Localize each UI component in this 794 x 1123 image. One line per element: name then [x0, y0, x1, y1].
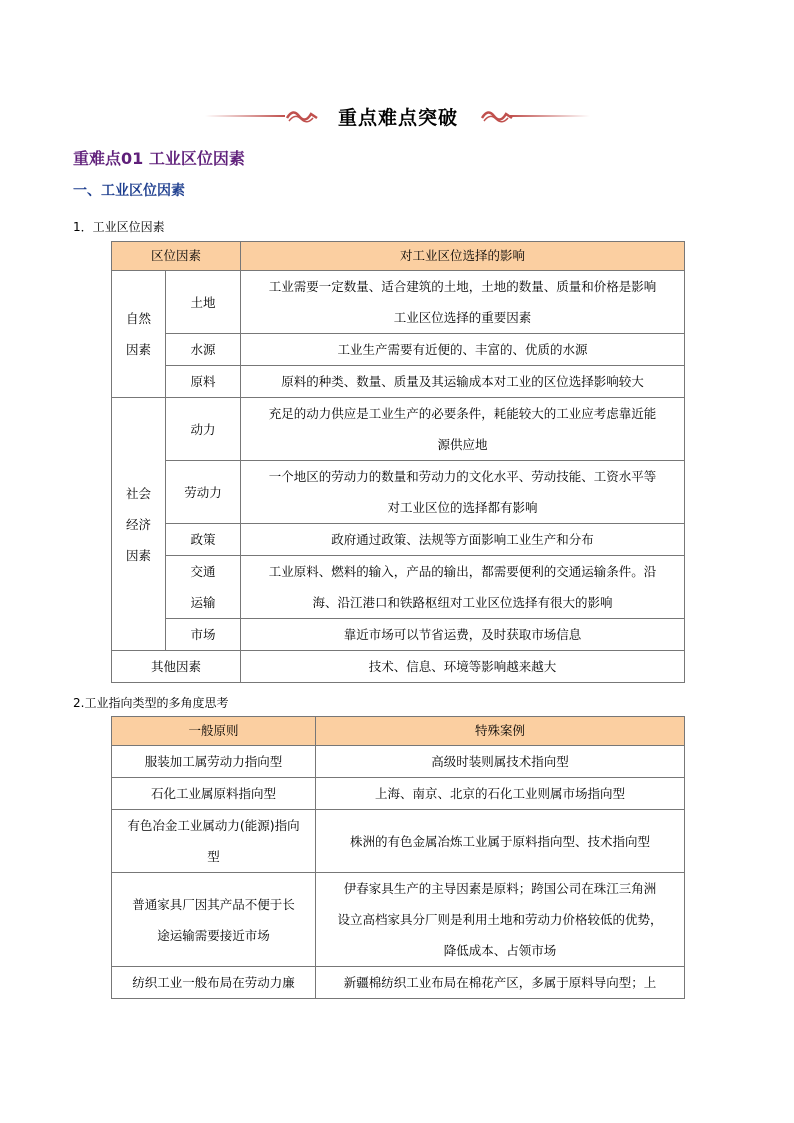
- wave-ornament-right-icon: [480, 106, 514, 126]
- factor-description: 技术、信息、环境等影响越来越大: [241, 651, 685, 683]
- heading-2: 一、工业区位因素: [73, 183, 185, 199]
- special-case: 上海、南京、北京的石化工业则属市场指向型: [316, 778, 685, 810]
- general-principle: [112, 810, 316, 873]
- general-principle: 石化工业属原料指向型: [112, 778, 316, 810]
- description-line: 一个地区的劳动力的数量和劳动力的文化水平、劳动技能、工资水平等: [268, 469, 657, 484]
- factor-name: 动力: [166, 398, 241, 461]
- table-row: [112, 398, 685, 461]
- header-factor: 区位因素: [112, 242, 241, 271]
- table-row: [112, 334, 685, 366]
- principle-line: 有色冶金工业属动力(能源)指向: [127, 818, 300, 833]
- heading-1: 重难点01 工业区位因素: [73, 149, 245, 168]
- case-line: 降低成本、占领市场: [443, 943, 557, 958]
- factor-name: 其他因素: [112, 651, 241, 683]
- table-row: [112, 778, 685, 810]
- factor-description: [241, 398, 685, 461]
- general-principle: 服装加工属劳动力指向型: [112, 746, 316, 778]
- group-natural: [112, 271, 166, 398]
- factor-description: 原料的种类、数量、质量及其运输成本对工业的区位选择影响较大: [241, 366, 685, 398]
- factor-name: 原料: [166, 366, 241, 398]
- banner-line-left: [205, 115, 285, 117]
- description-line: 对工业区位的选择都有影响: [387, 500, 538, 515]
- table-row: [112, 366, 685, 398]
- group-label-line: 自然: [125, 311, 151, 326]
- description-line: 工业区位选择的重要因素: [393, 310, 532, 325]
- description-line: 工业需要一定数量、适合建筑的土地，土地的数量、质量和价格是影响: [268, 279, 657, 294]
- factor-name: [166, 556, 241, 619]
- general-principle: [112, 873, 316, 967]
- special-case: 高级时装则属技术指向型: [316, 746, 685, 778]
- factor-description: 政府通过政策、法规等方面影响工业生产和分布: [241, 524, 685, 556]
- special-case: [316, 873, 685, 967]
- section-2-title: 2.工业指向类型的多角度思考: [73, 696, 229, 710]
- header-special: 特殊案例: [316, 717, 685, 746]
- factor-name: 劳动力: [166, 461, 241, 524]
- factor-description: [241, 556, 685, 619]
- general-principle: 纺织工业一般布局在劳动力廉: [112, 967, 316, 999]
- case-line: 设立高档家具分厂则是利用土地和劳动力价格较低的优势，: [337, 912, 663, 927]
- section-banner: [205, 100, 590, 132]
- table-row: [112, 746, 685, 778]
- table-row: [112, 271, 685, 334]
- principle-line: 普通家具厂因其产品不便于长: [132, 896, 295, 912]
- description-line: 工业原料、燃料的输入，产品的输出，都需要便利的交通运输条件。沿: [268, 564, 657, 579]
- factor-name: 水源: [166, 334, 241, 366]
- special-case: 新疆棉纺织工业布局在棉花产区，多属于原料导向型；上: [316, 967, 685, 999]
- factor-description: [241, 271, 685, 334]
- group-social: [112, 398, 166, 651]
- header-general: 一般原则: [112, 717, 316, 746]
- group-label-line: 因素: [125, 342, 151, 357]
- group-label-line: 因素: [125, 547, 151, 563]
- industry-orientation-table: [111, 716, 685, 999]
- table-header-row: [112, 717, 685, 746]
- group-label-line: 经济: [125, 516, 151, 532]
- description-line: 海、沿江港口和铁路枢纽对工业区位选择有很大的影响: [312, 595, 613, 610]
- industrial-location-factors-table: [111, 241, 685, 683]
- table-row: [112, 810, 685, 873]
- table-row: [112, 651, 685, 683]
- factor-name: 市场: [166, 619, 241, 651]
- factor-name: 政策: [166, 524, 241, 556]
- factor-name: 土地: [166, 271, 241, 334]
- table-row: [112, 619, 685, 651]
- principle-line: 型: [207, 849, 220, 864]
- table-row: [112, 556, 685, 619]
- table-row: [112, 967, 685, 999]
- table-row: [112, 461, 685, 524]
- factor-description: 工业生产需要有近便的、丰富的、优质的水源: [241, 334, 685, 366]
- description-line: 源供应地: [437, 437, 488, 452]
- case-line: 伊春家具生产的主导因素是原料；跨国公司在珠江三角洲: [343, 881, 657, 896]
- factor-name-line: 交通: [190, 564, 216, 579]
- table-row: [112, 873, 685, 967]
- factor-name-line: 运输: [190, 595, 216, 610]
- factor-description: 靠近市场可以节省运费，及时获取市场信息: [241, 619, 685, 651]
- header-impact: 对工业区位选择的影响: [241, 242, 685, 271]
- special-case: 株洲的有色金属冶炼工业属于原料指向型、技术指向型: [316, 810, 685, 873]
- factor-description: [241, 461, 685, 524]
- wave-ornament-left-icon: [285, 106, 319, 126]
- section-1-title: 1．工业区位因素: [73, 220, 165, 234]
- description-line: 充足的动力供应是工业生产的必要条件，耗能较大的工业应考虑靠近能: [268, 406, 657, 421]
- group-label-line: 社会: [125, 485, 151, 501]
- table-header-row: [112, 242, 685, 271]
- table-row: [112, 524, 685, 556]
- banner-title: 重点难点突破: [337, 107, 458, 129]
- principle-line: 途运输需要接近市场: [157, 927, 270, 943]
- banner-line-right: [510, 115, 590, 117]
